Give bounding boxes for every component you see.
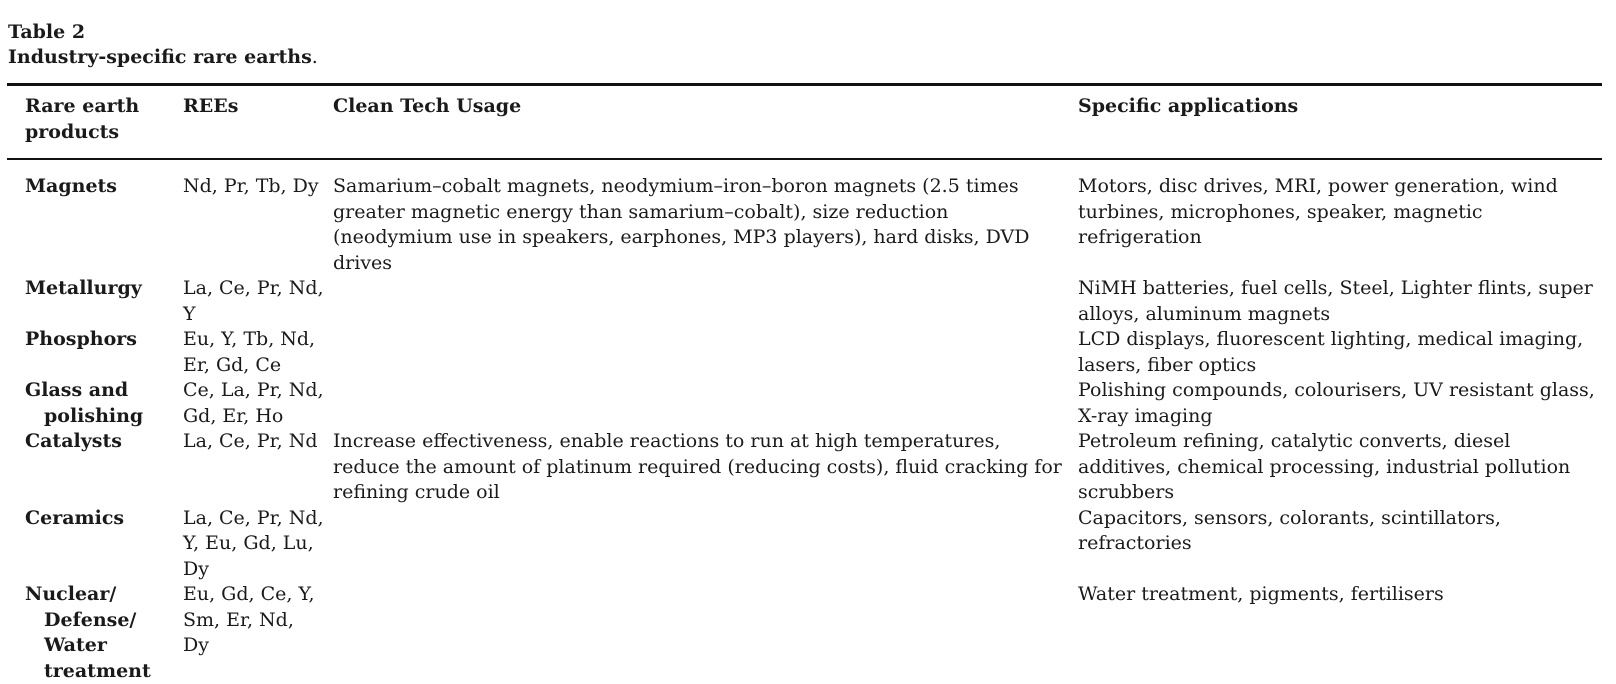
rare-earths-table — [7, 94, 1602, 684]
cell-applications: Motors, disc drives, MRI, power generation, wind turbines, microphones, speaker, magnetic refrigeration — [1078, 175, 1558, 248]
header-row — [7, 94, 1602, 158]
cell-product — [7, 582, 183, 684]
product-name: Metallurgy — [25, 277, 142, 299]
spacer-row — [7, 158, 1602, 174]
cell-rees: Eu, Y, Tb, Nd, Er, Gd, Ce — [183, 328, 316, 376]
product-name: Phosphors — [25, 328, 137, 350]
cell-product — [7, 429, 183, 506]
table-caption — [8, 20, 318, 70]
header-clean-tech-usage — [333, 94, 1078, 158]
header-rare-earth-products — [7, 94, 183, 158]
header-rees — [183, 94, 333, 158]
cell-rees: Nd, Pr, Tb, Dy — [183, 175, 319, 197]
cell-rees: La, Ce, Pr, Nd, Y — [183, 277, 324, 325]
cell-rees: La, Ce, Pr, Nd, Y, Eu, Gd, Lu, Dy — [183, 506, 324, 580]
table-row — [7, 327, 1602, 378]
product-name: Glass and polishing — [25, 379, 144, 427]
cell-usage: Increase effectiveness, enable reactions to run at high temperatures, reduce the amount of platinum required (reducing costs), fluid cracking for refining crude oil — [333, 430, 1062, 503]
cell-usage — [333, 327, 1078, 378]
cell-rees: Eu, Gd, Ce, Y, Sm, Er, Nd, Dy — [183, 583, 315, 656]
header-label: Clean Tech Usage — [333, 95, 522, 117]
cell-applications: Polishing compounds, colourisers, UV resistant glass, X-ray imaging — [1078, 379, 1595, 427]
cell-usage — [333, 506, 1078, 583]
cell-product — [7, 174, 183, 276]
product-name: Nuclear/ Defense/ Water treatment — [25, 583, 151, 682]
cell-usage: Samarium–cobalt magnets, neodymium–iron–boron magnets (2.5 times greater magnetic energy than samarium–cobalt), size reduction (neodymium use in speakers, earphones, MP3 players), hard disks, DVD drives — [333, 175, 1030, 274]
header-label: Specific applications — [1078, 95, 1299, 117]
cell-usage — [333, 276, 1078, 327]
table-row — [7, 174, 1602, 276]
cell-usage — [333, 582, 1078, 684]
table-title-line — [8, 45, 318, 70]
cell-applications: Capacitors, sensors, colorants, scintillators, refractories — [1078, 506, 1501, 554]
product-name: Catalysts — [25, 430, 122, 452]
cell-applications: Water treatment, pigments, fertilisers — [1078, 583, 1444, 605]
table-title-period: . — [311, 46, 318, 68]
table-row — [7, 582, 1602, 684]
cell-applications: Petroleum refining, catalytic converts, diesel additives, chemical processing, industrial pollution scrubbers — [1078, 430, 1571, 503]
table-row — [7, 429, 1602, 506]
top-rule — [7, 83, 1602, 86]
product-name: Magnets — [25, 175, 118, 197]
product-name: Ceramics — [25, 506, 125, 529]
cell-rees: La, Ce, Pr, Nd — [183, 430, 318, 452]
cell-usage — [333, 378, 1078, 429]
header-label: REEs — [183, 95, 239, 117]
cell-product — [7, 378, 183, 429]
table-row — [7, 378, 1602, 429]
cell-rees: Ce, La, Pr, Nd, Gd, Er, Ho — [183, 379, 324, 427]
header-specific-applications — [1078, 94, 1602, 158]
table-label: Table 2 — [8, 21, 86, 43]
header-label: Rare earth products — [25, 95, 140, 143]
cell-product — [7, 327, 183, 378]
table-row — [7, 276, 1602, 327]
cell-applications: LCD displays, fluorescent lighting, medical imaging, lasers, fiber optics — [1078, 328, 1584, 376]
table-row — [7, 506, 1602, 583]
cell-product — [7, 506, 183, 583]
cell-applications: NiMH batteries, fuel cells, Steel, Lighter flints, super alloys, aluminum magnets — [1078, 277, 1593, 325]
cell-product — [7, 276, 183, 327]
table-title: Industry-specific rare earths — [8, 46, 312, 68]
